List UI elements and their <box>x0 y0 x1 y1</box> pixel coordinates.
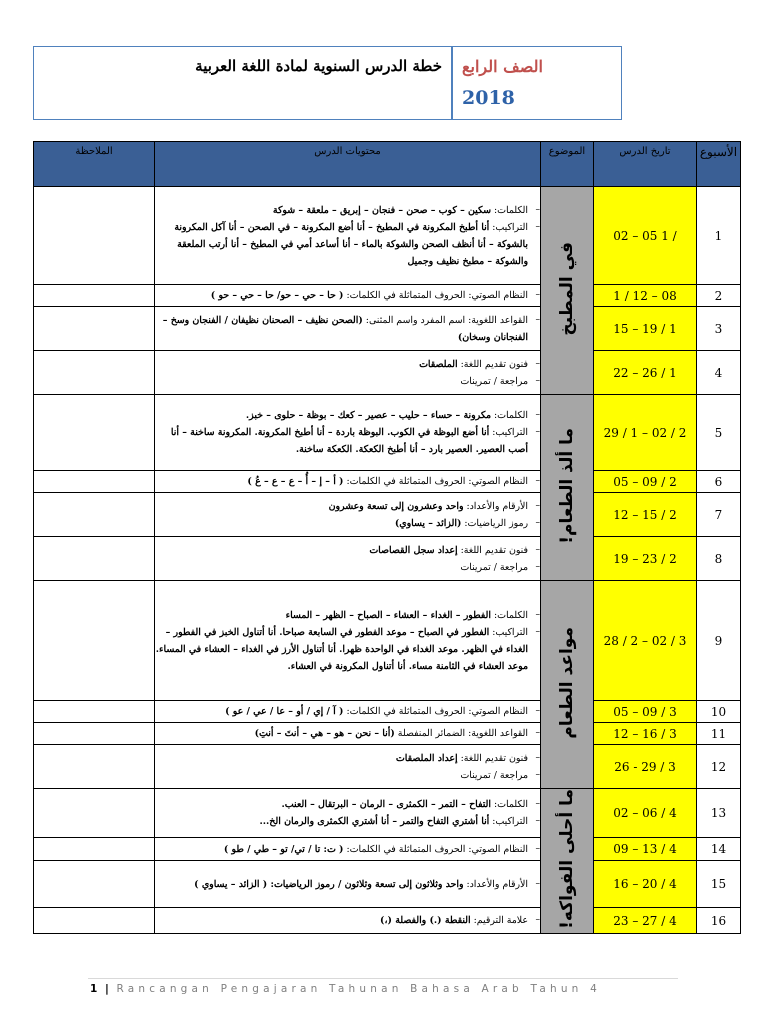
content-line <box>155 312 540 346</box>
lesson-date: 22 – 26 / 1 <box>594 351 697 395</box>
lesson-content <box>155 395 541 471</box>
lesson-content <box>155 908 541 934</box>
content-line <box>155 841 540 858</box>
lesson-content <box>155 701 541 723</box>
content-label: الأرقام والأعداد: <box>463 500 528 512</box>
lesson-content <box>155 837 541 860</box>
week-number: 11 <box>697 723 741 745</box>
topic-label: ما أحلى الفواكه! <box>557 789 577 929</box>
content-label: التراكيب: <box>489 221 528 233</box>
table-row <box>34 908 741 934</box>
notes-cell <box>34 789 155 838</box>
week-number: 9 <box>697 581 741 701</box>
lesson-date: 09 – 13 / 4 <box>594 837 697 860</box>
table-row <box>34 493 741 537</box>
content-text: ( أ – إ – أُ – ع – ع – عُ ) <box>247 476 344 487</box>
week-number: 8 <box>697 537 741 581</box>
page-footer <box>90 983 601 995</box>
header-content: محتويات الدرس <box>155 142 541 187</box>
content-line <box>155 559 540 576</box>
notes-cell <box>34 908 155 934</box>
week-number: 4 <box>697 351 741 395</box>
notes-cell <box>34 537 155 581</box>
title-divider <box>451 47 453 119</box>
header-notes: الملاحظة <box>34 142 155 187</box>
content-line <box>155 542 540 559</box>
notes-cell <box>34 307 155 351</box>
week-number: 7 <box>697 493 741 537</box>
content-text: إعداد الملصقات <box>395 752 458 764</box>
content-line <box>155 750 540 767</box>
lesson-date: 02 – 05 1 / <box>594 187 697 285</box>
content-label: النظام الصوتي: الحروف المتماثلة في الكلمات: <box>343 290 528 301</box>
content-label: علامة الترقيم: <box>470 915 528 927</box>
lesson-date: 12 – 16 / 3 <box>594 723 697 745</box>
week-number: 15 <box>697 861 741 908</box>
content-label: الكلمات: <box>491 204 528 216</box>
content-text: مكرونة – حساء – حليب – عصير – كعك – بوظة – حلوى – خبز. <box>245 410 492 421</box>
content-label: التراكيب: <box>489 815 528 827</box>
content-label: الكلمات: <box>491 410 528 421</box>
content-text: النقطة (.) والفصلة (،) <box>380 915 471 927</box>
title-box <box>33 46 622 120</box>
content-text: أنا أشتري التفاح والتمر – أنا أشتري الكمثرى والرمان الخ... <box>259 815 490 827</box>
table-row <box>34 723 741 745</box>
content-line <box>155 373 540 390</box>
content-line <box>155 703 540 720</box>
week-number: 2 <box>697 285 741 307</box>
table-row <box>34 701 741 723</box>
content-line <box>155 473 540 490</box>
lesson-content <box>155 789 541 838</box>
week-number: 5 <box>697 395 741 471</box>
content-label: رموز الرياضيات: <box>461 517 528 529</box>
content-line <box>155 876 540 893</box>
lesson-content <box>155 351 541 395</box>
lesson-content <box>155 307 541 351</box>
lesson-date: 02 – 06 / 4 <box>594 789 697 838</box>
content-text: التفاح – التمر – الكمثرى – الرمان – البرتقال – العنب. <box>281 798 492 810</box>
content-line <box>155 725 540 742</box>
content-line <box>155 498 540 515</box>
notes-cell <box>34 701 155 723</box>
content-label: الكلمات: <box>491 798 528 810</box>
content-text: أنا أطبخ المكرونة في المطبخ – أنا أضع المكرونة – في الصحن – أنا آكل المكرونة بالشوكة – أنا أنظف الصحن والشوكة بالماء – أنا أساعد أمي في المطبخ – أنا أرتب الملعقة والشوكة – مطبخ نظيف وجميل <box>174 221 528 267</box>
topic-cell <box>541 187 594 395</box>
lesson-date: 19 – 23 / 2 <box>594 537 697 581</box>
lesson-content <box>155 537 541 581</box>
lesson-content <box>155 187 541 285</box>
content-line <box>155 813 540 830</box>
lesson-date: 05 – 09 / 2 <box>594 471 697 493</box>
content-label: الكلمات: <box>491 609 528 621</box>
notes-cell <box>34 493 155 537</box>
lesson-plan-table <box>33 141 741 934</box>
header-week: الأسبوع <box>697 142 741 187</box>
content-label: مراجعة / تمرينات <box>460 375 528 387</box>
table-row <box>34 285 741 307</box>
content-label: النظام الصوتي: الحروف المتماثلة في الكلمات: <box>343 843 528 855</box>
footer-text: Rancangan Pengajaran Tahunan Bahasa Arab Tahun 4 <box>116 983 601 995</box>
content-label: مراجعة / تمرينات <box>460 769 528 781</box>
content-line <box>155 356 540 373</box>
topic-cell <box>541 789 594 934</box>
content-text: ( حا – حي – حو/ حا – حي – حو ) <box>210 290 344 301</box>
notes-cell <box>34 471 155 493</box>
content-text: واحد وثلاثون إلى تسعة وثلاثون / رموز الرياضيات: ( الزائد – يساوي ) <box>194 878 464 890</box>
week-number: 10 <box>697 701 741 723</box>
content-text: إعداد سجل القصاصات <box>369 544 458 556</box>
table-header-row <box>34 142 741 187</box>
document-title: خطة الدرس السنوية لمادة اللغة العربية <box>195 57 442 75</box>
content-label: القواعد اللغوية: الضمائر المنفصلة <box>394 728 528 739</box>
lesson-date: 1 / 12 – 08 <box>594 285 697 307</box>
lesson-content <box>155 581 541 701</box>
content-label: التراكيب: <box>489 626 528 638</box>
week-number: 6 <box>697 471 741 493</box>
lesson-date: 28 / 2 – 02 / 3 <box>594 581 697 701</box>
topic-label: مواعد الطعام <box>557 626 577 739</box>
table-row <box>34 861 741 908</box>
content-text: ( ت: تا / تي/ تو – طي / طو ) <box>223 843 344 855</box>
topic-label: في المطبخ <box>557 241 577 336</box>
notes-cell <box>34 395 155 471</box>
week-number: 13 <box>697 789 741 838</box>
content-label: فنون تقديم اللغة: <box>457 544 528 556</box>
notes-cell <box>34 351 155 395</box>
content-text: أنا أضع البوظة في الكوب. البوظة باردة – أنا أطبخ المكرونة. المكرونة ساخنة – أنا أصب العصير. العصير بارد – أنا أطبخ الكعكة. الكعكة ساخنة. <box>170 427 528 455</box>
table-row <box>34 471 741 493</box>
lesson-date: 12 – 15 / 2 <box>594 493 697 537</box>
topic-label: ما ألذ الطعام! <box>557 427 577 544</box>
content-line <box>155 287 540 304</box>
content-label: التراكيب: <box>489 427 528 438</box>
table-row <box>34 307 741 351</box>
content-text: ( آ / إي / أو – عا / عي / عو ) <box>225 706 344 717</box>
content-text: الملصقات <box>419 358 458 370</box>
lesson-content <box>155 285 541 307</box>
content-label: فنون تقديم اللغة: <box>457 358 528 370</box>
table-row <box>34 581 741 701</box>
topic-cell <box>541 581 594 789</box>
content-label: النظام الصوتي: الحروف المتماثلة في الكلمات: <box>343 476 528 487</box>
week-number: 14 <box>697 837 741 860</box>
content-label: فنون تقديم اللغة: <box>457 752 528 764</box>
content-line <box>155 607 540 624</box>
lesson-date: 16 – 20 / 4 <box>594 861 697 908</box>
content-line <box>155 202 540 219</box>
lesson-content <box>155 723 541 745</box>
lesson-date: 05 – 09 / 3 <box>594 701 697 723</box>
content-label: مراجعة / تمرينات <box>460 561 528 573</box>
notes-cell <box>34 837 155 860</box>
lesson-date: 29 / 1 – 02 / 2 <box>594 395 697 471</box>
notes-cell <box>34 187 155 285</box>
page-number: 1 <box>90 983 100 995</box>
table-row <box>34 395 741 471</box>
content-line <box>155 424 540 458</box>
content-label: النظام الصوتي: الحروف المتماثلة في الكلمات: <box>343 706 528 717</box>
table-row <box>34 745 741 789</box>
content-label: القواعد اللغوية: اسم المفرد واسم المثنى: <box>362 314 528 326</box>
content-line <box>155 912 540 929</box>
grade-year: 2018 <box>462 87 515 109</box>
lesson-content <box>155 745 541 789</box>
table-row <box>34 187 741 285</box>
week-number: 12 <box>697 745 741 789</box>
grade-label: الصف الرابع <box>462 57 543 76</box>
content-text: الفطور – الغداء – العشاء – الصباح – الظهر – المساء <box>285 609 492 621</box>
footer-separator: | <box>99 983 117 995</box>
lesson-content <box>155 493 541 537</box>
content-line <box>155 767 540 784</box>
table-row <box>34 537 741 581</box>
notes-cell <box>34 861 155 908</box>
content-text: سكين – كوب – صحن – فنجان – إبريق – ملعقة – شوكة <box>272 204 492 216</box>
content-line <box>155 624 540 675</box>
content-text: (أنا – نحن – هو – هي – أنتَ – أنتِ) <box>254 728 395 739</box>
topic-cell <box>541 395 594 581</box>
lesson-date: 15 – 19 / 1 <box>594 307 697 351</box>
week-number: 1 <box>697 187 741 285</box>
content-label: الأرقام والأعداد: <box>463 878 528 890</box>
content-line <box>155 515 540 532</box>
content-line <box>155 219 540 270</box>
content-text: (الصحن نظيف – الصحنان نظيفان / الفنجان وسخ – الفنجانان وسخان) <box>162 314 528 343</box>
footer-rule <box>88 978 678 979</box>
table-row <box>34 351 741 395</box>
notes-cell <box>34 723 155 745</box>
header-topic: الموضوع <box>541 142 594 187</box>
lesson-date: 26 - 29 / 3 <box>594 745 697 789</box>
content-text: (الزائد – يساوي) <box>394 517 462 529</box>
content-text: واحد وعشرون إلى تسعة وعشرون <box>328 500 464 512</box>
lesson-date: 23 – 27 / 4 <box>594 908 697 934</box>
content-line <box>155 407 540 424</box>
week-number: 3 <box>697 307 741 351</box>
table-row <box>34 837 741 860</box>
lesson-content <box>155 471 541 493</box>
content-line <box>155 796 540 813</box>
notes-cell <box>34 285 155 307</box>
notes-cell <box>34 581 155 701</box>
notes-cell <box>34 745 155 789</box>
header-date: تاريخ الدرس <box>594 142 697 187</box>
table-row <box>34 789 741 838</box>
content-text: الفطور في الصباح – موعد الفطور في السابعة صباحا. أنا أتناول الخبز في الفطور – الغداء في الظهر. موعد الغداء في الواحدة ظهرا. أنا أتناول الأرز في الغداء – العشاء في المساء. موعد العشاء في الثامنة مساء. أنا أتناول المكرونة في العشاء. <box>155 626 528 672</box>
lesson-content <box>155 861 541 908</box>
week-number: 16 <box>697 908 741 934</box>
